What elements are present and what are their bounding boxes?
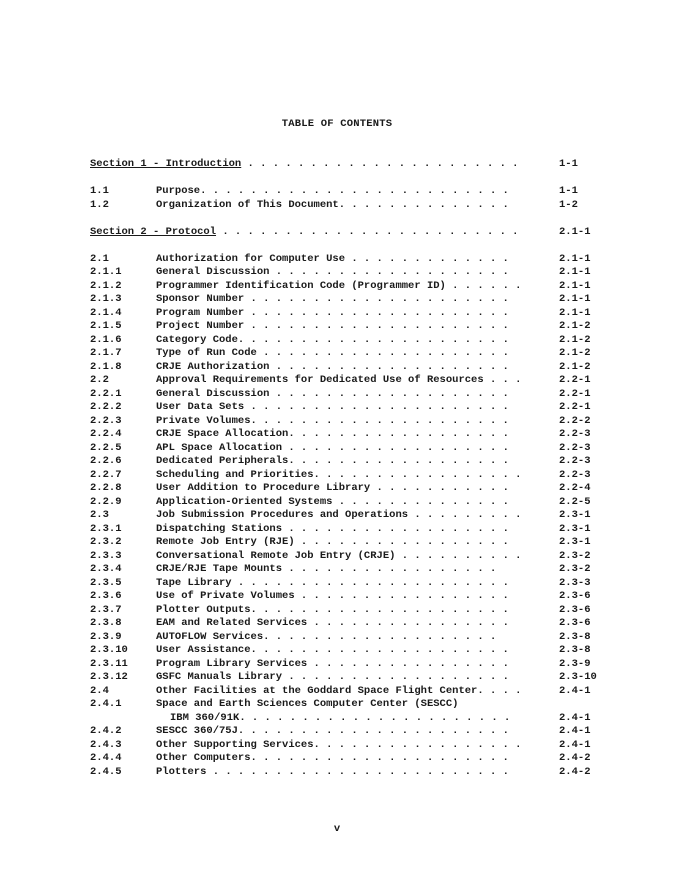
toc-entry-title-text: General Discussion [156,388,270,400]
toc-entry-title [156,550,521,562]
toc-entry-number: 1.2 [90,199,109,211]
toc-entry-title-text: Purpose [156,185,201,197]
toc-entry-number: 2.2.4 [90,428,122,440]
toc-entry-number: 2.4.2 [90,725,122,737]
toc-entry-number: 2.4.1 [90,698,122,710]
toc-entry-title [156,347,509,359]
toc-entry-page: 2.4-1 [559,739,591,751]
toc-entry-page: 2.4-1 [559,685,591,697]
toc-entry-title-text: User Data Sets [156,401,245,413]
toc-entry-title-text: AUTOFLOW Services [156,631,264,643]
toc-entry-title-text: Other Facilities at the Goddard Space Flight Center [156,685,478,697]
toc-entry-title-text: User Addition to Procedure Library [156,482,371,494]
toc-entry-number: 2.3 [90,509,109,521]
toc-leader-dots: . . . . . . . . . . . . . . [338,199,509,211]
toc-entry-page: 2.3-6 [559,617,591,629]
toc-entry-number: 2.2.3 [90,415,122,427]
toc-entry-page: 2.3-1 [559,523,591,535]
toc-entry-page: 2.4-2 [559,766,591,778]
toc-entry-title [156,293,509,305]
toc-entry-number: 2.3.1 [90,523,122,535]
toc-entry-title-text: Scheduling and Priorities [156,469,314,481]
toc-leader-dots: . . . . . . . . . . . . . . . . . [294,536,509,548]
toc-entry-title [156,671,509,683]
toc-entry-page: 2.1-1 [559,226,591,238]
toc-entry-page: 2.3-2 [559,563,591,575]
toc-entry-title [156,752,509,764]
toc-entry-title [156,320,509,332]
toc-entry-page: 2.4-1 [559,712,591,724]
toc-leader-dots: . . . . . . . . . . . . . . . . . . [282,442,509,454]
toc-entry-number: 2.3.2 [90,536,122,548]
toc-entry-page: 2.2-3 [559,469,591,481]
toc-entry-title [156,280,521,292]
toc-entry-page: 2.3-1 [559,509,591,521]
toc-entry-title [156,590,509,602]
toc-entry-page: 2.3-9 [559,658,591,670]
toc-entry-number: 2.2.9 [90,496,122,508]
toc-entry-title-text: Section 2 - Protocol [90,226,217,238]
toc-entry-page: 2.4-1 [559,725,591,737]
toc-entry-page: 2.3-6 [559,604,591,616]
toc-entry-title [156,185,509,197]
toc-entry-page: 2.1-2 [559,361,591,373]
toc-entry-number: 2.2.2 [90,401,122,413]
toc-entry-title [156,644,509,656]
toc-entry-page: 2.3-10 [559,671,597,683]
toc-entry-title-text: Other Computers [156,752,251,764]
toc-entry-title [156,766,509,778]
toc-leader-dots: . . . . . . . . . . . . . . . . . [282,563,497,575]
toc-entry-title-text: CRJE/RJE Tape Mounts [156,563,283,575]
toc-entry-title-text: Job Submission Procedures and Operations [156,509,409,521]
toc-entry-title [156,739,521,751]
toc-entry-number: 2.2.7 [90,469,122,481]
toc-entry-title [156,658,509,670]
toc-entry-title [156,496,509,508]
toc-leader-dots: . . . . . . . . . . . . . . . . . . . . . . [239,712,511,724]
toc-entry-page: 2.2-3 [559,442,591,454]
toc-entry-title-text: Program Library Services [156,658,308,670]
toc-entry-title [90,158,525,170]
toc-entry-title-text: User Assistance [156,644,251,656]
toc-leader-dots: . . . . . . . . . . . . . . . . . . . . . [250,604,509,616]
toc-entry-title [156,698,458,710]
toc-entry-title-text: Dedicated Peripherals [156,455,289,467]
toc-entry-title-text: Private Volumes [156,415,251,427]
toc-entry-number: 2.2.8 [90,482,122,494]
toc-entry-title [156,334,509,346]
toc-entry-title-text: Plotter Outputs [156,604,251,616]
toc-entry-title [90,226,518,238]
toc-entry-page: 2.3-2 [559,550,591,562]
toc-entry-page: 2.2-4 [559,482,591,494]
toc-entry-page: 2.4-2 [559,752,591,764]
toc-entry-number: 2.4.5 [90,766,122,778]
toc-leader-dots: . . . . . . . . . . . . . . . . . . . . . . [241,158,525,170]
toc-entry-title-text: Plotters [156,766,207,778]
toc-leader-dots: . . . . . . . . . . . . . . . . . . . [269,388,509,400]
toc-leader-dots: . . . [483,374,522,386]
toc-entry-page: 2.3-1 [559,536,591,548]
toc-leader-dots: . . . . . . . . . . . . . . . . . . . . . . . . . [200,185,509,197]
toc-leader-dots: . . . . . . . . . . . . . . . . . . . . . . . . [216,226,519,238]
toc-entry-title [156,631,496,643]
toc-entry-title [156,469,521,481]
toc-entry-page: 1-1 [559,185,578,197]
toc-entry-title [156,401,509,413]
toc-entry-page: 2.1-2 [559,334,591,346]
toc-entry-title [156,685,521,697]
toc-entry-title-text: Authorization for Computer Use [156,253,346,265]
toc-entry-number: 2.3.7 [90,604,122,616]
toc-entry-title-text: Use of Private Volumes [156,590,295,602]
toc-entry-number: 2.3.5 [90,577,122,589]
toc-entry-title-text: Tape Library [156,577,232,589]
page-title: TABLE OF CONTENTS [281,118,393,130]
toc-entry-title-text: IBM 360/91K [170,712,240,724]
toc-entry-number: 2.3.6 [90,590,122,602]
toc-entry-title [156,374,521,386]
toc-entry-page: 2.1-1 [559,266,591,278]
toc-entry-title [156,428,509,440]
toc-entry-title-text: Program Number [156,307,245,319]
toc-entry-number: 2.4 [90,685,109,697]
toc-leader-dots: . . . . . . [445,280,522,292]
toc-entry-title-text: Application-Oriented Systems [156,496,333,508]
toc-entry-number: 2.3.4 [90,563,122,575]
toc-leader-dots: . . . . . . . . . . . . . . . . . . . . . . [231,577,509,589]
toc-leader-dots: . . . . . . . . . . . . . . . . . . . . . . [237,334,509,346]
toc-entry-title [156,361,509,373]
toc-leader-dots: . . . . . . . . . . . . . . . . . . . . . . [237,725,509,737]
toc-entry-page: 1-1 [559,158,578,170]
toc-entry-title-text: GSFC Manuals Library [156,671,283,683]
toc-entry-title-text: APL Space Allocation [156,442,283,454]
toc-leader-dots: . . . . . . . . . . . . . . . . [307,658,509,670]
toc-entry-number: 2.3.9 [90,631,122,643]
toc-entry-number: 2.3.11 [90,658,128,670]
toc-entry-title [156,266,509,278]
toc-entry-title [156,455,509,467]
toc-entry-title [156,725,509,737]
toc-entry-number: 2.2 [90,374,109,386]
toc-leader-dots: . . . . . . . . . . . . . . . . . . [288,455,509,467]
toc-leader-dots: . . . . . . . . . . . . . [345,253,509,265]
toc-entry-page: 2.3-3 [559,577,591,589]
toc-entry-title-text: Space and Earth Sciences Computer Center (SESCC) [156,698,459,710]
toc-entry-page: 2.1-1 [559,280,591,292]
toc-leader-dots: . . . . . . . . . . . [370,482,509,494]
toc-entry-number: 2.1.1 [90,266,122,278]
toc-entry-title [156,509,521,521]
toc-leader-dots: . . . . . . . . . . . . . . . . [307,617,509,629]
toc-leader-dots: . . . . . . . . . . . . . . . . . [313,469,522,481]
toc-entry-page: 2.2-3 [559,455,591,467]
toc-entry-number: 2.2.6 [90,455,122,467]
toc-entry-title-text: General Discussion [156,266,270,278]
toc-entry-title-text: Programmer Identification Code (Programmer ID) [156,280,446,292]
toc-leader-dots: . . . . . . . . . . . . . . . . . . . . . [244,320,509,332]
toc-leader-dots: . . . . . . . . . . . . . . . . . . . . . [244,293,509,305]
toc-entry-title-text: Type of Run Code [156,347,257,359]
toc-entry-title-text: EAM and Related Services [156,617,308,629]
toc-leader-dots: . . . . . . . . . . . . . . . . . [294,590,509,602]
toc-entry-title-text: Section 1 - Introduction [90,158,242,170]
toc-entry-title [156,442,509,454]
toc-entry-page: 2.1-2 [559,320,591,332]
toc-entry-title-text: Remote Job Entry (RJE) [156,536,295,548]
toc-entry-number: 2.4.3 [90,739,122,751]
toc-entry-number: 2.3.12 [90,671,128,683]
page-number: v [333,823,341,835]
toc-entry-number: 2.1.2 [90,280,122,292]
toc-leader-dots: . . . . . . . . . . . . . . . . . . . . . [244,307,509,319]
toc-leader-dots: . . . . . . . . . . . . . . . . . . . . [256,347,509,359]
toc-entry-title-text: CRJE Authorization [156,361,270,373]
toc-entry-page: 2.3-8 [559,644,591,656]
toc-entry-page: 2.3-6 [559,590,591,602]
toc-entry-page: 2.2-2 [559,415,591,427]
toc-entry-number: 2.1.4 [90,307,122,319]
toc-entry-number: 2.2.1 [90,388,122,400]
toc-leader-dots: . . . . . . . . . . . . . . . . . . . . . [250,415,509,427]
toc-entry-title [156,415,509,427]
toc-leader-dots: . . . . . . . . . . . . . . . . . . [282,671,509,683]
toc-entry-title [156,617,509,629]
toc-entry-title-text: CRJE Space Allocation [156,428,289,440]
toc-entry-title [156,307,509,319]
toc-entry-title [156,523,509,535]
toc-entry-number: 2.4.4 [90,752,122,764]
toc-leader-dots: . . . . . . . . . . . . . . . . . . . . . [244,401,509,413]
toc-entry-number: 2.1.8 [90,361,122,373]
toc-entry-page: 2.1-2 [559,347,591,359]
toc-leader-dots: . . . . . . . . . . . . . . . . . . . [269,361,509,373]
toc-entry-number: 2.1.5 [90,320,122,332]
toc-entry-page: 2.1-1 [559,293,591,305]
toc-entry-title [156,604,509,616]
toc-entry-page: 2.2-1 [559,374,591,386]
toc-leader-dots: . . . . . . . . . . . . . . . . . . . [263,631,497,643]
toc-entry-title [156,253,509,265]
toc-leader-dots: . . . . [477,685,522,697]
toc-entry-title [170,712,510,724]
toc-leader-dots: . . . . . . . . . . . . . . . . . . . . . . . . [206,766,509,778]
toc-entry-number: 2.1.6 [90,334,122,346]
toc-entry-title-text: Approval Requirements for Dedicated Use of Resources [156,374,484,386]
toc-entry-title-text: Other Supporting Services [156,739,314,751]
toc-entry-page: 2.2-3 [559,428,591,440]
toc-entry-title [156,388,509,400]
toc-leader-dots: . . . . . . . . . . . . . . [332,496,509,508]
toc-entry-page: 2.2-5 [559,496,591,508]
toc-entry-number: 2.1.7 [90,347,122,359]
toc-entry-title-text: Project Number [156,320,245,332]
toc-entry-title [156,536,509,548]
toc-entry-page: 2.2-1 [559,388,591,400]
toc-entry-page: 2.3-8 [559,631,591,643]
toc-entry-number: 2.1.3 [90,293,122,305]
toc-leader-dots: . . . . . . . . . . . . . . . . . . [282,523,509,535]
toc-entry-page: 2.1-1 [559,307,591,319]
toc-entry-title-text: Organization of This Document [156,199,339,211]
toc-entry-title-text: Conversational Remote Job Entry (CRJE) [156,550,396,562]
toc-entry-number: 2.3.10 [90,644,128,656]
toc-entry-title [156,563,496,575]
toc-entry-title-text: SESCC 360/75J [156,725,238,737]
toc-entry-title [156,199,509,211]
toc-leader-dots: . . . . . . . . . . [395,550,522,562]
toc-entry-page: 2.1-1 [559,253,591,265]
toc-entry-page: 2.2-1 [559,401,591,413]
toc-leader-dots: . . . . . . . . . . . . . . . . . . [288,428,509,440]
toc-entry-title-text: Dispatching Stations [156,523,283,535]
toc-entry-number: 2.1 [90,253,109,265]
toc-entry-number: 2.3.3 [90,550,122,562]
toc-entry-number: 2.2.5 [90,442,122,454]
toc-leader-dots: . . . . . . . . . [408,509,522,521]
toc-leader-dots: . . . . . . . . . . . . . . . . . . . . . [250,644,509,656]
toc-leader-dots: . . . . . . . . . . . . . . . . . [313,739,522,751]
toc-entry-title [156,482,509,494]
toc-entry-page: 1-2 [559,199,578,211]
toc-leader-dots: . . . . . . . . . . . . . . . . . . . . . [250,752,509,764]
toc-entry-number: 2.3.8 [90,617,122,629]
toc-entry-title [156,577,509,589]
toc-entry-title-text: Category Code [156,334,238,346]
toc-entry-title-text: Sponsor Number [156,293,245,305]
toc-leader-dots: . . . . . . . . . . . . . . . . . . . [269,266,509,278]
toc-entry-number: 1.1 [90,185,109,197]
